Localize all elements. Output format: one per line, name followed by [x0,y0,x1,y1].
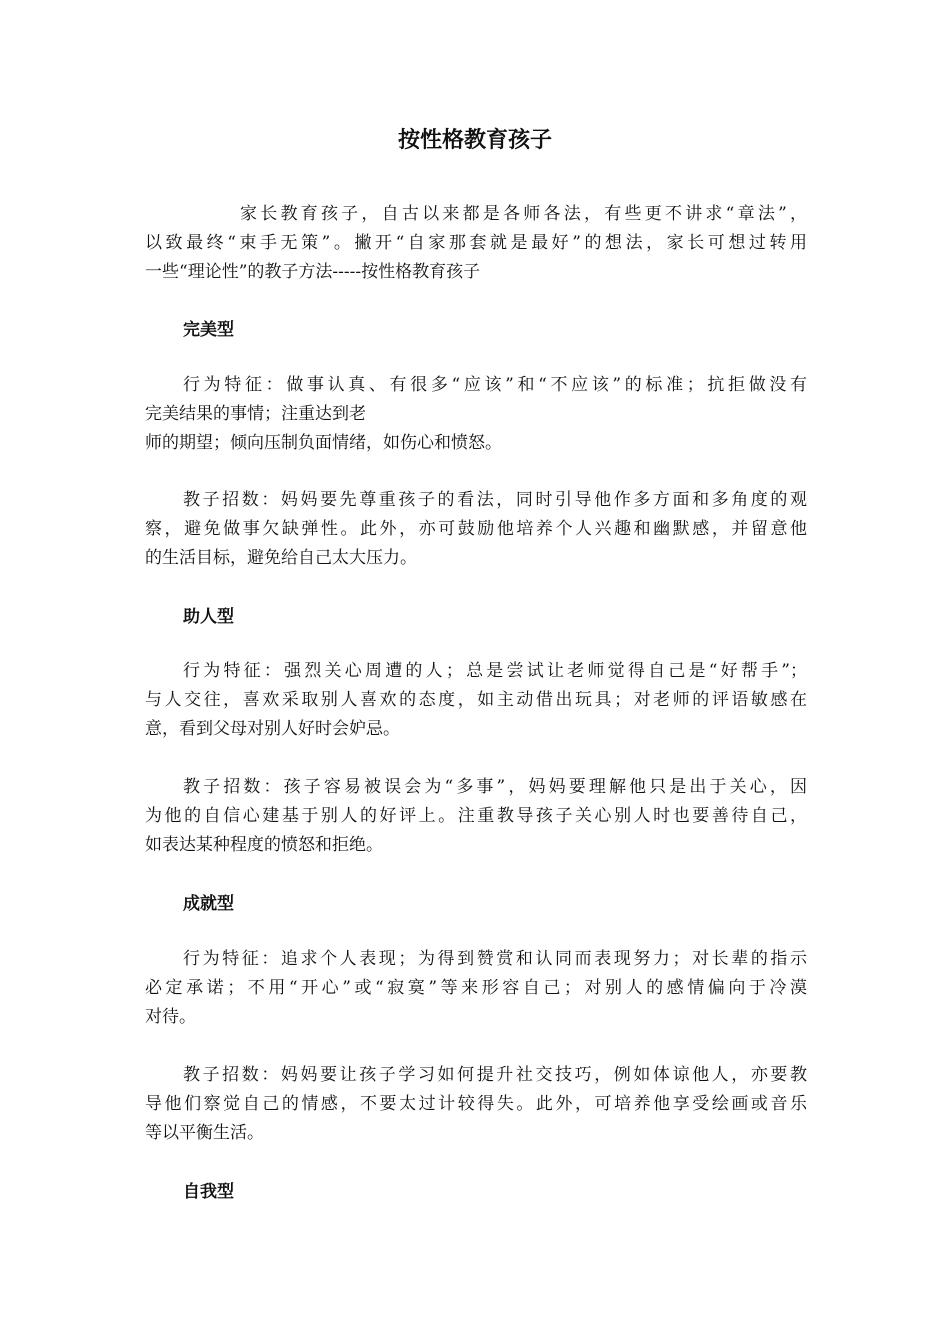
tips-line: 教子招数：妈妈要先尊重孩子的看法，同时引导他作多方面和多角度的观 [183,490,807,510]
behavior-line: 对待。 [145,1007,196,1027]
behavior-line: 行为特征：强烈关心周遭的人；总是尝试让老师觉得自己是“好帮手”； [183,661,807,681]
tips-line: 的生活目标，避免给自己太大压力。 [145,548,417,568]
helper-behavior-paragraph [145,657,807,744]
behavior-line: 完美结果的事情；注重达到老 [145,404,366,424]
intro-line: 一些“理论性”的教子方法-----按性格教育孩子 [145,262,481,282]
behavior-line: 与人交往，喜欢采取别人喜欢的态度，如主动借出玩具；对老师的评语敏感在 [145,690,807,710]
achiever-tips-paragraph [145,1061,807,1148]
tips-line: 为他的自信心建基于别人的好评上。注重教导孩子关心别人时也要善待自己， [145,806,807,826]
behavior-line: 行为特征：追求个人表现；为得到赞赏和认同而表现努力；对长辈的指示 [183,949,807,969]
behavior-line: 行为特征：做事认真、有很多“应该”和“不应该”的标准；抗拒做没有 [183,375,807,395]
section-heading-helper: 助人型 [183,607,234,627]
intro-paragraph [145,200,807,287]
section-heading-individualist: 自我型 [183,1182,234,1202]
behavior-line: 师的期望；倾向压制负面情绪，如伤心和愤怒。 [145,433,502,453]
section-heading-perfectionist: 完美型 [183,320,234,340]
document-title: 按性格教育孩子 [397,128,552,153]
tips-line: 察，避免做事欠缺弹性。此外，亦可鼓励他培养个人兴趣和幽默感，并留意他 [145,519,807,539]
intro-line: 以致最终“束手无策”。撇开“自家那套就是最好”的想法，家长可想过转用 [145,233,807,253]
perfectionist-behavior-paragraph [145,371,807,458]
behavior-line: 意，看到父母对别人好时会妒忌。 [145,719,400,739]
achiever-behavior-paragraph [145,945,807,1032]
perfectionist-tips-paragraph [145,486,807,573]
tips-line: 导他们察觉自己的情感，不要太过计较得失。此外，可培养他享受绘画或音乐 [145,1094,807,1114]
tips-line: 等以平衡生活。 [145,1123,264,1143]
behavior-line: 必定承诺；不用“开心”或“寂寞”等来形容自己；对别人的感情偏向于冷漠 [145,978,807,998]
tips-line: 教子招数：孩子容易被误会为“多事”，妈妈要理解他只是出于关心，因 [183,777,807,797]
section-heading-achiever: 成就型 [183,894,234,914]
helper-tips-paragraph [145,773,807,860]
tips-line: 教子招数：妈妈要让孩子学习如何提升社交技巧，例如体谅他人，亦要教 [183,1065,807,1085]
intro-line: 家长教育孩子，自古以来都是各师各法，有些更不讲求“章法”， [240,204,807,224]
tips-line: 如表达某种程度的愤怒和拒绝。 [145,835,383,855]
